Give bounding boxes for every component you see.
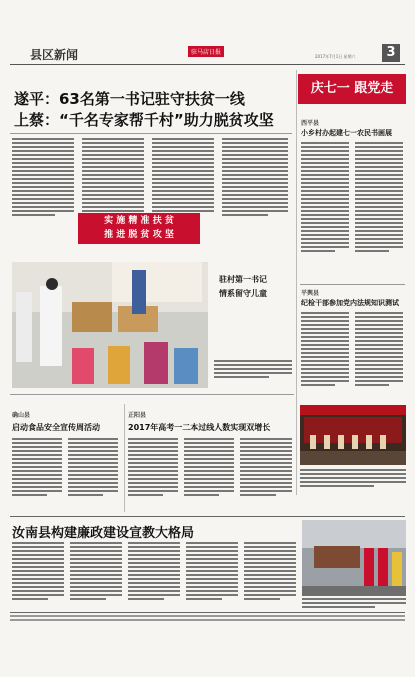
banner-line-2: 推 进 脱 贫 攻 坚 — [104, 230, 174, 240]
photo-title-1: 驻村第一书记 — [219, 275, 267, 284]
mid-story-1-county: 确山县 — [12, 412, 31, 419]
right-story-2-county: 平舆县 — [301, 290, 320, 297]
right-story-1-text — [301, 142, 405, 282]
children-photo — [12, 262, 208, 388]
main-title-2: 上蔡：“千名专家帮千村”助力脱贫攻坚 — [14, 111, 274, 129]
right-story-1-title: 小乡村办起建七一农民书画展 — [301, 129, 392, 137]
logo-seal: 驻马店日报 — [188, 46, 224, 57]
page-number: 3 — [382, 44, 400, 62]
ceremony-photo — [302, 520, 406, 596]
photo-title-2: 情系留守儿童 — [219, 289, 267, 298]
banner-line-1: 实 施 精 准 扶 贫 — [104, 216, 174, 226]
photo-caption-text — [214, 360, 292, 386]
mid-story-1-text — [12, 438, 120, 510]
date-text: 2017年7月1日 星期六 — [315, 54, 356, 59]
stage-photo — [300, 405, 406, 465]
policy-banner — [78, 213, 200, 244]
right-banner: 庆七一 跟党走 — [298, 74, 406, 104]
section-title: 县区新闻 — [30, 48, 79, 62]
right-story-2-text — [301, 312, 405, 402]
bottom-title: 汝南县构建廉政建设宣教大格局 — [12, 526, 195, 541]
mid-story-2-title: 2017年高考一二本过线人数实现双增长 — [128, 423, 271, 432]
mid-story-1-title: 启动食品安全宣传周活动 — [12, 423, 100, 432]
right-story-1-county: 西平县 — [301, 120, 320, 127]
mid-story-2-text — [128, 438, 294, 510]
right-story-2-title: 纪检干部参加党内法规知识测试 — [301, 299, 399, 307]
main-title-1: 遂平：63名第一书记驻守扶贫一线 — [14, 90, 245, 108]
mid-story-2-county: 正阳县 — [128, 412, 147, 419]
footer-strip — [10, 615, 405, 623]
masthead — [0, 0, 415, 70]
stage-photo-caption — [300, 469, 406, 491]
ceremony-photo-caption — [302, 598, 406, 610]
bottom-story-text — [12, 542, 298, 606]
